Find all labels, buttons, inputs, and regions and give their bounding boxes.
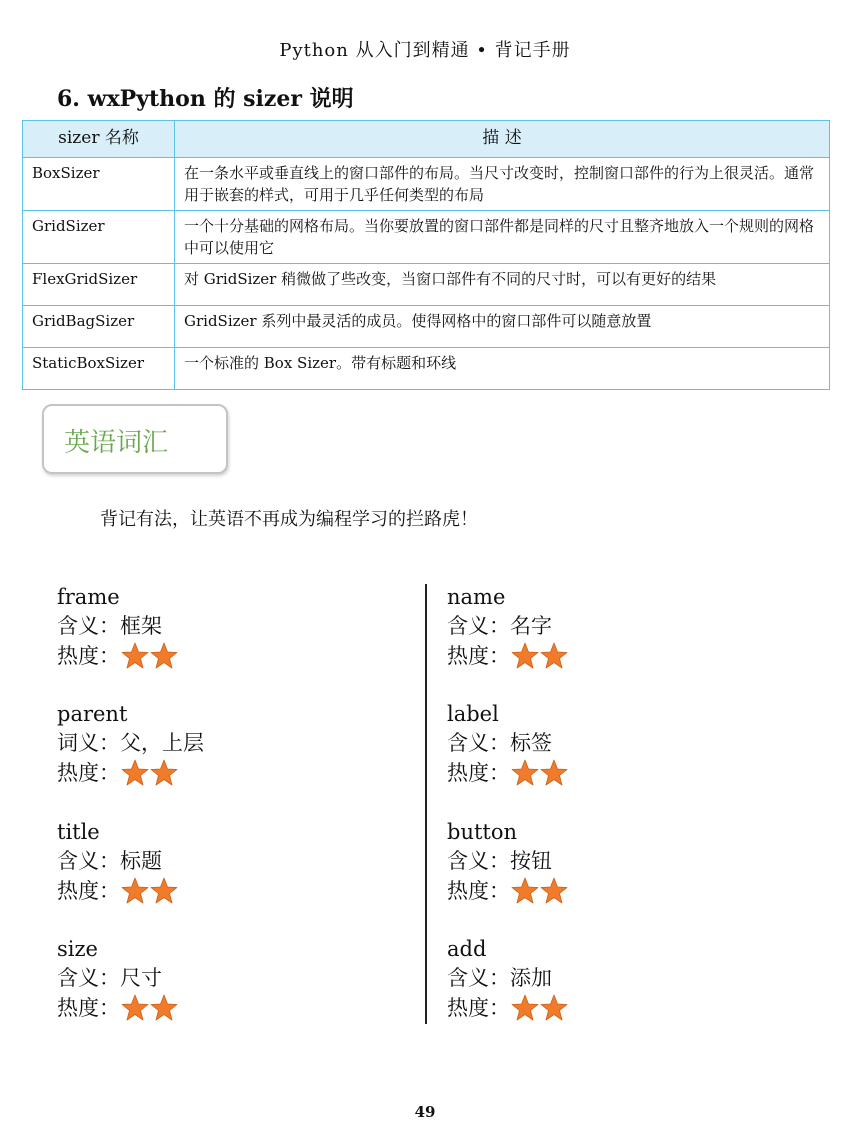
- vocab-heat: [57, 641, 387, 671]
- vocab-word: button: [447, 820, 518, 844]
- vocab-heat-label: 热度：: [447, 995, 510, 1020]
- vocab-heat-label: 热度：: [57, 760, 120, 785]
- vocab-heat-label: 热度：: [57, 878, 120, 903]
- sizer-name-cell: GridBagSizer: [23, 306, 175, 348]
- star-icon: [120, 641, 150, 671]
- star-icon: [149, 758, 179, 788]
- vocab-meaning: 含义：名字: [447, 614, 552, 638]
- vocab-heat-label: 热度：: [447, 643, 510, 668]
- vocab-heat: [447, 993, 777, 1023]
- vocab-entry: [447, 935, 777, 1023]
- sizer-desc-cell: GridSizer 系列中最灵活的成员。使得网格中的窗口部件可以随意放置: [175, 306, 830, 348]
- vocab-entry: [447, 700, 777, 788]
- star-icon: [539, 993, 569, 1023]
- star-icon: [149, 641, 179, 671]
- sizer-desc-cell: 一个十分基础的网格布局。当你要放置的窗口部件都是同样的尺寸且整齐地放入一个规则的网格中可以使用它: [175, 211, 830, 264]
- star-icon: [510, 993, 540, 1023]
- vocab-heat: [57, 876, 387, 906]
- table-row: [23, 264, 830, 306]
- vocab-heat: [57, 758, 387, 788]
- vocab-heat-label: 热度：: [447, 760, 510, 785]
- star-icon: [149, 993, 179, 1023]
- vocab-heat-label: 热度：: [57, 995, 120, 1020]
- vocab-entry: [57, 935, 387, 1023]
- vocab-meaning: 含义：尺寸: [57, 966, 162, 990]
- vocab-entry: [57, 583, 387, 671]
- sizer-table: [22, 120, 830, 390]
- vocab-word: name: [447, 585, 506, 609]
- column-header-description: 描 述: [175, 121, 830, 158]
- vocab-meaning: 词义：父，上层: [57, 731, 204, 755]
- vocab-word: size: [57, 937, 98, 961]
- table-header-row: [23, 121, 830, 158]
- star-icon: [510, 758, 540, 788]
- vocab-section-title: 英语词汇: [64, 428, 169, 458]
- vocab-word: parent: [57, 702, 128, 726]
- star-icon: [510, 641, 540, 671]
- sizer-desc-cell: 在一条水平或垂直线上的窗口部件的布局。当尺寸改变时，控制窗口部件的行为上很灵活。通常用于嵌套的样式，可用于几乎任何类型的布局: [175, 158, 830, 211]
- vocab-word: label: [447, 702, 499, 726]
- table-row: [23, 211, 830, 264]
- sizer-name-cell: GridSizer: [23, 211, 175, 264]
- sizer-desc-cell: 一个标准的 Box Sizer。带有标题和环线: [175, 348, 830, 390]
- motto-text: 背记有法，让英语不再成为编程学习的拦路虎！: [100, 509, 478, 530]
- vocab-entry: [447, 583, 777, 671]
- vocab-meaning: 含义：按钮: [447, 849, 552, 873]
- star-icon: [149, 876, 179, 906]
- vocab-meaning: 含义：标签: [447, 731, 552, 755]
- table-row: [23, 158, 830, 211]
- vocab-heat: [447, 641, 777, 671]
- table-row: [23, 306, 830, 348]
- star-icon: [539, 876, 569, 906]
- vocab-word: frame: [57, 585, 120, 609]
- star-icon: [539, 758, 569, 788]
- page-number: 49: [414, 1103, 436, 1121]
- page-header: Python 从入门到精通 • 背记手册: [279, 40, 571, 61]
- vocab-heat: [447, 876, 777, 906]
- vocab-section-box: [42, 404, 228, 474]
- vocab-entry: [57, 700, 387, 788]
- vocab-meaning: 含义：添加: [447, 966, 552, 990]
- column-divider: [425, 584, 427, 1024]
- sizer-desc-cell: 对 GridSizer 稍微做了些改变，当窗口部件有不同的尺寸时，可以有更好的结果: [175, 264, 830, 306]
- vocab-heat-label: 热度：: [447, 878, 510, 903]
- vocab-word: title: [57, 820, 100, 844]
- sizer-name-cell: FlexGridSizer: [23, 264, 175, 306]
- vocab-heat: [447, 758, 777, 788]
- vocab-entry: [57, 818, 387, 906]
- vocab-entry: [447, 818, 777, 906]
- sizer-name-cell: BoxSizer: [23, 158, 175, 211]
- vocab-meaning: 含义：标题: [57, 849, 162, 873]
- sizer-name-cell: StaticBoxSizer: [23, 348, 175, 390]
- column-header-name: sizer 名称: [23, 121, 175, 158]
- star-icon: [120, 993, 150, 1023]
- table-row: [23, 348, 830, 390]
- star-icon: [120, 876, 150, 906]
- vocab-word: add: [447, 937, 487, 961]
- section-title: 6. wxPython 的 sizer 说明: [57, 86, 354, 112]
- star-icon: [510, 876, 540, 906]
- star-icon: [120, 758, 150, 788]
- vocab-meaning: 含义：框架: [57, 614, 162, 638]
- star-icon: [539, 641, 569, 671]
- vocab-heat: [57, 993, 387, 1023]
- vocab-heat-label: 热度：: [57, 643, 120, 668]
